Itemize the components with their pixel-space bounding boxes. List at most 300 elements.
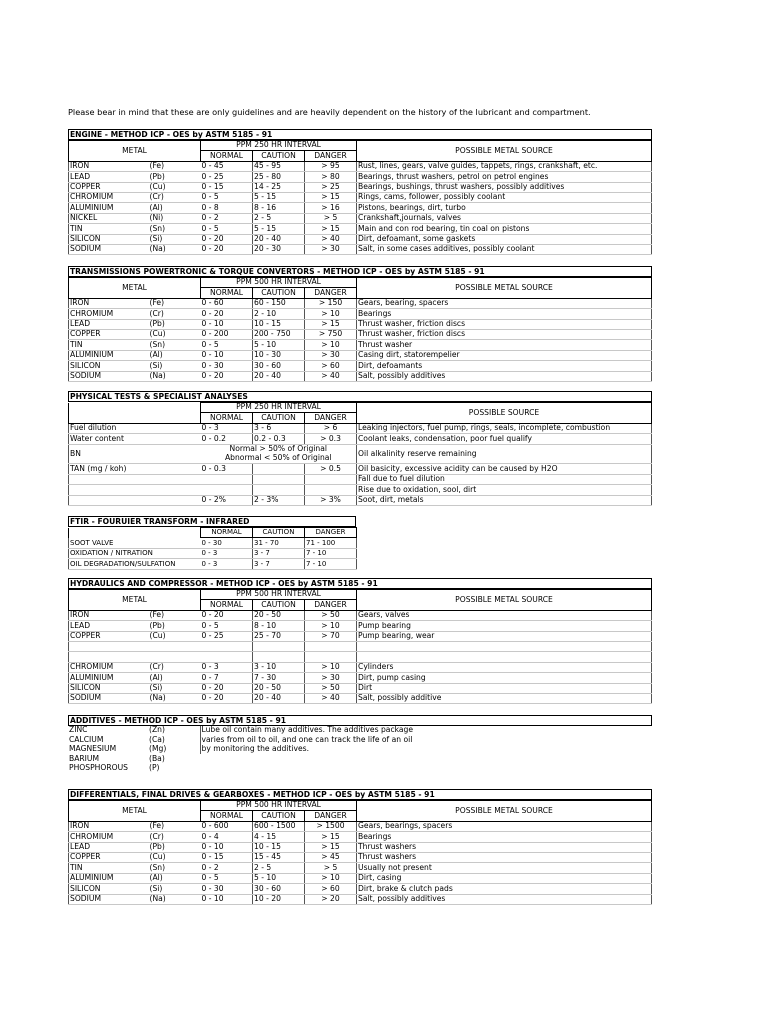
table-row bbox=[69, 361, 652, 371]
engine-section bbox=[68, 129, 652, 255]
source-value: Casing dirt, statorempelier bbox=[357, 350, 652, 360]
danger-value: > 6 bbox=[305, 423, 357, 433]
metal-symbol: (Fe) bbox=[149, 821, 201, 831]
source-value: Main and con rod bearing, tin coal on pistons bbox=[357, 224, 652, 234]
source-value: Dirt, brake & clutch pads bbox=[357, 884, 652, 894]
metal-name: CHROMIUM bbox=[69, 832, 149, 842]
source-value: Salt, possibly additives bbox=[357, 371, 652, 381]
metal-name: CHROMIUM bbox=[69, 192, 149, 202]
metal-name: ALUMINIUM bbox=[69, 350, 149, 360]
normal-value: 0 - 25 bbox=[201, 631, 253, 641]
engine-table bbox=[68, 140, 652, 255]
differentials-title: DIFFERENTIALS, FINAL DRIVES & GEARBOXES - METHOD ICP - OES by ASTM 5185 - 91 bbox=[68, 789, 652, 800]
metal-symbol: (Si) bbox=[149, 884, 201, 894]
table-row bbox=[69, 309, 652, 319]
table-row bbox=[69, 350, 652, 360]
source-value: Coolant leaks, condensation, poor fuel qualify bbox=[357, 434, 652, 444]
test-name: Water content bbox=[69, 434, 201, 444]
normal-value: 0 - 20 bbox=[201, 683, 253, 693]
hydraulics-title: HYDRAULICS AND COMPRESSOR - METHOD ICP - OES by ASTM 5185 - 91 bbox=[68, 578, 652, 589]
metal-symbol: (Sn) bbox=[149, 863, 201, 873]
danger-value: > 50 bbox=[305, 683, 357, 693]
caution-value: 600 - 1500 bbox=[253, 821, 305, 831]
danger-value: > 10 bbox=[305, 309, 357, 319]
physical-tests-title: PHYSICAL TESTS & SPECIALIST ANALYSES bbox=[68, 391, 652, 402]
danger-value: > 0.5 bbox=[305, 464, 357, 474]
metal-name: IRON bbox=[69, 821, 149, 831]
metal-header: METAL bbox=[69, 278, 201, 299]
metal-name: TIN bbox=[69, 340, 149, 350]
normal-value: 0 - 20 bbox=[201, 234, 253, 244]
metal-symbol: (Cr) bbox=[149, 662, 201, 672]
table-row bbox=[69, 884, 652, 894]
metal-symbol: (Ni) bbox=[149, 213, 201, 223]
list-item bbox=[68, 735, 652, 744]
source-value: Pump bearing, wear bbox=[357, 631, 652, 641]
normal-value: 0 - 0.3 bbox=[201, 464, 253, 474]
table-row bbox=[69, 464, 652, 474]
normal-header: NORMAL bbox=[201, 600, 253, 610]
source-value: Thrust washers bbox=[357, 842, 652, 852]
caution-value: 5 - 15 bbox=[253, 224, 305, 234]
source-value: Gears, bearings, spacers bbox=[357, 821, 652, 831]
normal-value: 0 - 2 bbox=[201, 863, 253, 873]
normal-value: 0 - 3 bbox=[201, 423, 253, 433]
table-row bbox=[69, 161, 652, 171]
metal-name: SILICON bbox=[69, 683, 149, 693]
danger-header: DANGER bbox=[305, 413, 357, 423]
source-value: Oil basicity, excessive acidity can be caused by H2O bbox=[357, 464, 652, 474]
metal-symbol: (Sn) bbox=[149, 224, 201, 234]
metal-header: METAL bbox=[69, 141, 201, 162]
normal-value: 0 - 30 bbox=[201, 361, 253, 371]
engine-title: ENGINE - METHOD ICP - OES by ASTM 5185 - 91 bbox=[68, 129, 652, 140]
metal-name: ALUMINIUM bbox=[69, 873, 149, 883]
caution-value: 3 - 7 bbox=[253, 559, 305, 569]
blank-row bbox=[69, 652, 652, 662]
normal-value: 0 - 10 bbox=[201, 350, 253, 360]
metal-name: TIN bbox=[69, 224, 149, 234]
danger-value: > 750 bbox=[305, 329, 357, 339]
normal-value: 0 - 20 bbox=[201, 371, 253, 381]
metal-symbol: (Cu) bbox=[149, 852, 201, 862]
caution-value: 20 - 40 bbox=[253, 234, 305, 244]
danger-value: > 10 bbox=[305, 662, 357, 672]
metal-symbol: (Pb) bbox=[149, 319, 201, 329]
ppm-interval-header: PPM 500 HR INTERVAL bbox=[201, 801, 357, 811]
caution-value: 3 - 6 bbox=[253, 423, 305, 433]
danger-value: > 40 bbox=[305, 234, 357, 244]
normal-value: 0 - 15 bbox=[201, 852, 253, 862]
source-value: Gears, valves bbox=[357, 610, 652, 620]
normal-value: 0 - 30 bbox=[201, 538, 253, 548]
caution-value: 20 - 40 bbox=[253, 693, 305, 703]
metal-name: NICKEL bbox=[69, 213, 149, 223]
source-value: Usually not present bbox=[357, 863, 652, 873]
normal-value: 0 - 20 bbox=[201, 244, 253, 254]
blank-row bbox=[69, 641, 652, 651]
danger-value: > 150 bbox=[305, 298, 357, 308]
metal-symbol: (Al) bbox=[149, 350, 201, 360]
danger-value: > 30 bbox=[305, 673, 357, 683]
metal-symbol: (Al) bbox=[149, 203, 201, 213]
caution-value: 10 - 20 bbox=[253, 894, 305, 904]
metal-name: LEAD bbox=[69, 621, 149, 631]
table-row bbox=[69, 474, 652, 484]
metal-symbol: (Cu) bbox=[149, 182, 201, 192]
danger-value: > 40 bbox=[305, 371, 357, 381]
caution-value: 10 - 15 bbox=[253, 319, 305, 329]
ftir-section bbox=[68, 516, 356, 570]
additive-name: PHOSPHOROUS bbox=[69, 763, 128, 773]
table-row bbox=[69, 873, 652, 883]
caution-value: 8 - 10 bbox=[253, 621, 305, 631]
metal-name: ALUMINIUM bbox=[69, 673, 149, 683]
normal-header: NORMAL bbox=[201, 528, 253, 538]
additives-description: varies from oil to oil, and one can track the life of an oil bbox=[200, 735, 652, 744]
source-value: Bearings bbox=[357, 309, 652, 319]
metal-symbol: (Al) bbox=[149, 873, 201, 883]
test-name: OXIDATION / NITRATION bbox=[69, 548, 201, 558]
transmissions-section bbox=[68, 266, 652, 382]
danger-value: > 30 bbox=[305, 350, 357, 360]
metal-name: LEAD bbox=[69, 842, 149, 852]
table-row bbox=[69, 894, 652, 904]
caution-value: 4 - 15 bbox=[253, 832, 305, 842]
source-value: Oil alkalinity reserve remaining bbox=[357, 444, 652, 464]
transmissions-title: TRANSMISSIONS POWERTRONIC & TORQUE CONVERTORS - METHOD ICP - OES by ASTM 5185 - 91 bbox=[68, 266, 652, 277]
caution-header: CAUTION bbox=[253, 288, 305, 298]
danger-header: DANGER bbox=[305, 151, 357, 161]
danger-value: > 20 bbox=[305, 894, 357, 904]
table-row bbox=[69, 548, 357, 558]
danger-value: > 0.3 bbox=[305, 434, 357, 444]
source-header: POSSIBLE METAL SOURCE bbox=[357, 278, 652, 299]
caution-value: 10 - 30 bbox=[253, 350, 305, 360]
list-item bbox=[68, 726, 652, 735]
danger-value: > 3% bbox=[305, 495, 357, 505]
metal-name: SODIUM bbox=[69, 693, 149, 703]
physical-tests-section bbox=[68, 391, 652, 506]
normal-value: 0 - 30 bbox=[201, 884, 253, 894]
caution-value: 20 - 50 bbox=[253, 610, 305, 620]
table-row bbox=[69, 234, 652, 244]
source-value: Soot, dirt, metals bbox=[357, 495, 652, 505]
caution-value: 0.2 - 0.3 bbox=[253, 434, 305, 444]
danger-value: > 60 bbox=[305, 361, 357, 371]
metal-name: IRON bbox=[69, 161, 149, 171]
additive-name: MAGNESIUM bbox=[69, 744, 117, 754]
metal-symbol: (Fe) bbox=[149, 161, 201, 171]
metal-name: TIN bbox=[69, 863, 149, 873]
additives-section bbox=[68, 715, 652, 773]
table-row bbox=[69, 192, 652, 202]
normal-value: 0 - 7 bbox=[201, 673, 253, 683]
danger-value: > 1500 bbox=[305, 821, 357, 831]
danger-value: > 10 bbox=[305, 873, 357, 883]
caution-value: 20 - 50 bbox=[253, 683, 305, 693]
source-value: Dirt, casing bbox=[357, 873, 652, 883]
danger-header: DANGER bbox=[305, 811, 357, 821]
normal-value: 0 - 60 bbox=[201, 298, 253, 308]
danger-value: > 10 bbox=[305, 340, 357, 350]
test-name: Fuel dilution bbox=[69, 423, 201, 433]
caution-value: 3 - 7 bbox=[253, 548, 305, 558]
metal-name: SODIUM bbox=[69, 371, 149, 381]
source-value: Dirt, pump casing bbox=[357, 673, 652, 683]
metal-name: COPPER bbox=[69, 631, 149, 641]
metal-name: CHROMIUM bbox=[69, 309, 149, 319]
caution-value bbox=[253, 464, 305, 474]
metal-name: IRON bbox=[69, 610, 149, 620]
normal-value: 0 - 5 bbox=[201, 340, 253, 350]
additive-symbol: (P) bbox=[149, 763, 160, 773]
ftir-title: FTIR - FOURUIER TRANSFORM - INFRARED bbox=[68, 516, 356, 527]
source-value: Rust, lines, gears, valve guides, tappets, rings, crankshaft, etc. bbox=[357, 161, 652, 171]
table-row bbox=[69, 182, 652, 192]
normal-value: 0 - 20 bbox=[201, 309, 253, 319]
caution-value: 5 - 10 bbox=[253, 873, 305, 883]
caution-value: 7 - 30 bbox=[253, 673, 305, 683]
source-header: POSSIBLE METAL SOURCE bbox=[357, 801, 652, 822]
list-item bbox=[68, 764, 652, 773]
table-row bbox=[69, 559, 357, 569]
caution-header: CAUTION bbox=[253, 528, 305, 538]
table-row bbox=[69, 319, 652, 329]
test-name: SOOT VALVE bbox=[69, 538, 201, 548]
source-value: Rings, cams, follower, possibly coolant bbox=[357, 192, 652, 202]
table-row bbox=[69, 832, 652, 842]
list-item bbox=[68, 754, 652, 763]
normal-value: 0 - 4 bbox=[201, 832, 253, 842]
metal-symbol: (Sn) bbox=[149, 340, 201, 350]
table-row bbox=[69, 852, 652, 862]
table-row bbox=[69, 434, 652, 444]
list-item bbox=[68, 745, 652, 754]
metal-symbol: (Fe) bbox=[149, 610, 201, 620]
caution-value: 5 - 15 bbox=[253, 192, 305, 202]
normal-value: 0 - 2 bbox=[201, 213, 253, 223]
caution-value: 200 - 750 bbox=[253, 329, 305, 339]
source-value: Bearings bbox=[357, 832, 652, 842]
caution-header: CAUTION bbox=[253, 600, 305, 610]
source-value: Rise due to oxidation, sool, dirt bbox=[357, 485, 652, 495]
source-header: POSSIBLE SOURCE bbox=[357, 403, 652, 424]
caution-value: 30 - 60 bbox=[253, 361, 305, 371]
ppm-interval-header: PPM 500 HR INTERVAL bbox=[201, 278, 357, 288]
additive-symbol: (Zn) bbox=[149, 726, 165, 735]
danger-value: > 70 bbox=[305, 631, 357, 641]
caution-value: 30 - 60 bbox=[253, 884, 305, 894]
table-row bbox=[69, 631, 652, 641]
metal-symbol: (Pb) bbox=[149, 621, 201, 631]
table-row bbox=[69, 683, 652, 693]
metal-name: LEAD bbox=[69, 172, 149, 182]
normal-value: 0 - 2% bbox=[201, 495, 253, 505]
metal-symbol: (Si) bbox=[149, 683, 201, 693]
table-row bbox=[69, 842, 652, 852]
danger-value: 7 - 10 bbox=[305, 559, 357, 569]
danger-value: > 5 bbox=[305, 863, 357, 873]
table-row bbox=[69, 203, 652, 213]
physical-tests-table bbox=[68, 402, 652, 506]
metal-name: SILICON bbox=[69, 361, 149, 371]
danger-value: > 45 bbox=[305, 852, 357, 862]
caution-header: CAUTION bbox=[253, 811, 305, 821]
normal-header: NORMAL bbox=[201, 413, 253, 423]
table-row bbox=[69, 495, 652, 505]
caution-value: 3 - 10 bbox=[253, 662, 305, 672]
table-row bbox=[69, 224, 652, 234]
normal-value: 0 - 3 bbox=[201, 548, 253, 558]
normal-value: 0 - 20 bbox=[201, 693, 253, 703]
normal-value: 0 - 45 bbox=[201, 161, 253, 171]
additives-description: by monitoring the additives. bbox=[200, 745, 652, 754]
test-name: BN bbox=[69, 444, 201, 464]
source-value: Bearings, thrust washers, petrol on petrol engines bbox=[357, 172, 652, 182]
table-row bbox=[69, 371, 652, 381]
caution-value: 2 - 5 bbox=[253, 863, 305, 873]
normal-value: 0 - 10 bbox=[201, 842, 253, 852]
caution-value: 2 - 3% bbox=[253, 495, 305, 505]
caution-value: 60 - 150 bbox=[253, 298, 305, 308]
metal-name: SODIUM bbox=[69, 894, 149, 904]
source-value: Dirt, defoamants bbox=[357, 361, 652, 371]
source-value: Pistons, bearings, dirt, turbo bbox=[357, 203, 652, 213]
danger-value: > 95 bbox=[305, 161, 357, 171]
metal-symbol: (Na) bbox=[149, 244, 201, 254]
additive-symbol: (Mg) bbox=[149, 744, 167, 754]
normal-value: 0 - 5 bbox=[201, 224, 253, 234]
ftir-table bbox=[68, 527, 357, 570]
table-row bbox=[69, 423, 652, 433]
source-header: POSSIBLE METAL SOURCE bbox=[357, 590, 652, 611]
additive-symbol: (Ba) bbox=[149, 754, 165, 763]
metal-symbol: (Cr) bbox=[149, 192, 201, 202]
normal-value: 0 - 5 bbox=[201, 192, 253, 202]
normal-value: 0 - 3 bbox=[201, 662, 253, 672]
table-row bbox=[69, 610, 652, 620]
metal-symbol: (Cr) bbox=[149, 832, 201, 842]
normal-header: NORMAL bbox=[201, 151, 253, 161]
metal-name: COPPER bbox=[69, 182, 149, 192]
metal-symbol: (Na) bbox=[149, 371, 201, 381]
danger-header: DANGER bbox=[305, 528, 357, 538]
table-row bbox=[69, 485, 652, 495]
metal-symbol: (Cu) bbox=[149, 329, 201, 339]
normal-value: 0 - 25 bbox=[201, 172, 253, 182]
metal-symbol: (Pb) bbox=[149, 842, 201, 852]
danger-value: > 15 bbox=[305, 224, 357, 234]
metal-name: CHROMIUM bbox=[69, 662, 149, 672]
danger-value: > 50 bbox=[305, 610, 357, 620]
caution-header: CAUTION bbox=[253, 151, 305, 161]
differentials-section bbox=[68, 789, 652, 905]
source-value: Salt, in some cases additives, possibly coolant bbox=[357, 244, 652, 254]
source-value: Thrust washer, friction discs bbox=[357, 329, 652, 339]
metal-name: SODIUM bbox=[69, 244, 149, 254]
guideline-note: Please bear in mind that these are only guidelines and are heavily dependent on the history of the lubricant and compartment. bbox=[68, 107, 591, 117]
normal-header: NORMAL bbox=[201, 811, 253, 821]
metal-name: COPPER bbox=[69, 852, 149, 862]
metal-name: IRON bbox=[69, 298, 149, 308]
source-value: Cylinders bbox=[357, 662, 652, 672]
caution-value: 20 - 30 bbox=[253, 244, 305, 254]
bn-normal: Normal > 50% of Original bbox=[201, 444, 357, 454]
table-row bbox=[69, 673, 652, 683]
source-value: Salt, possibly additives bbox=[357, 894, 652, 904]
source-value: Dirt, defoamant, some gaskets bbox=[357, 234, 652, 244]
additive-name: BARIUM bbox=[69, 754, 100, 763]
metal-symbol: (Fe) bbox=[149, 298, 201, 308]
source-value: Dirt bbox=[357, 683, 652, 693]
metal-name: SILICON bbox=[69, 884, 149, 894]
normal-value: 0 - 15 bbox=[201, 182, 253, 192]
metal-symbol: (Cu) bbox=[149, 631, 201, 641]
normal-value: 0 - 600 bbox=[201, 821, 253, 831]
table-row bbox=[69, 329, 652, 339]
table-row bbox=[69, 538, 357, 548]
danger-value: > 60 bbox=[305, 884, 357, 894]
danger-value: > 10 bbox=[305, 621, 357, 631]
danger-value: > 15 bbox=[305, 192, 357, 202]
table-row bbox=[69, 821, 652, 831]
normal-value: 0 - 0.2 bbox=[201, 434, 253, 444]
danger-header: DANGER bbox=[305, 600, 357, 610]
caution-value: 15 - 45 bbox=[253, 852, 305, 862]
caution-value: 14 - 25 bbox=[253, 182, 305, 192]
caution-value: 45 - 95 bbox=[253, 161, 305, 171]
metal-symbol: (Na) bbox=[149, 693, 201, 703]
additive-name: CALCIUM bbox=[69, 735, 104, 744]
test-name: OIL DEGRADATION/SULFATION bbox=[69, 559, 201, 569]
additive-symbol: (Ca) bbox=[149, 735, 165, 744]
normal-value: 0 - 3 bbox=[201, 559, 253, 569]
source-value: Crankshaft,journals, valves bbox=[357, 213, 652, 223]
caution-value: 31 - 70 bbox=[253, 538, 305, 548]
table-row bbox=[69, 621, 652, 631]
ppm-interval-header: PPM 250 HR INTERVAL bbox=[201, 141, 357, 151]
metal-header: METAL bbox=[69, 801, 201, 822]
additives-table bbox=[68, 726, 652, 773]
danger-value: > 30 bbox=[305, 244, 357, 254]
normal-value: 0 - 200 bbox=[201, 329, 253, 339]
table-row bbox=[69, 662, 652, 672]
metal-name: LEAD bbox=[69, 319, 149, 329]
source-value: Fall due to fuel dilution bbox=[357, 474, 652, 484]
bn-abnormal: Abnormal < 50% of Original bbox=[201, 454, 357, 464]
caution-value: 2 - 10 bbox=[253, 309, 305, 319]
caution-value: 10 - 15 bbox=[253, 842, 305, 852]
caution-value: 25 - 80 bbox=[253, 172, 305, 182]
normal-value: 0 - 5 bbox=[201, 873, 253, 883]
danger-header: DANGER bbox=[305, 288, 357, 298]
source-value: Salt, possibly additive bbox=[357, 693, 652, 703]
danger-value: 7 - 10 bbox=[305, 548, 357, 558]
metal-symbol: (Si) bbox=[149, 361, 201, 371]
differentials-table bbox=[68, 800, 652, 905]
table-row bbox=[69, 213, 652, 223]
metal-symbol: (Na) bbox=[149, 894, 201, 904]
source-value: Leaking injectors, fuel pump, rings, seals, incomplete, combustion bbox=[357, 423, 652, 433]
metal-symbol: (Cr) bbox=[149, 309, 201, 319]
metal-symbol: (Al) bbox=[149, 673, 201, 683]
additives-title: ADDITIVES - METHOD ICP - OES by ASTM 5185 - 91 bbox=[68, 715, 652, 726]
danger-value: > 15 bbox=[305, 842, 357, 852]
metal-header: METAL bbox=[69, 590, 201, 611]
table-row bbox=[69, 693, 652, 703]
transmissions-table bbox=[68, 277, 652, 382]
